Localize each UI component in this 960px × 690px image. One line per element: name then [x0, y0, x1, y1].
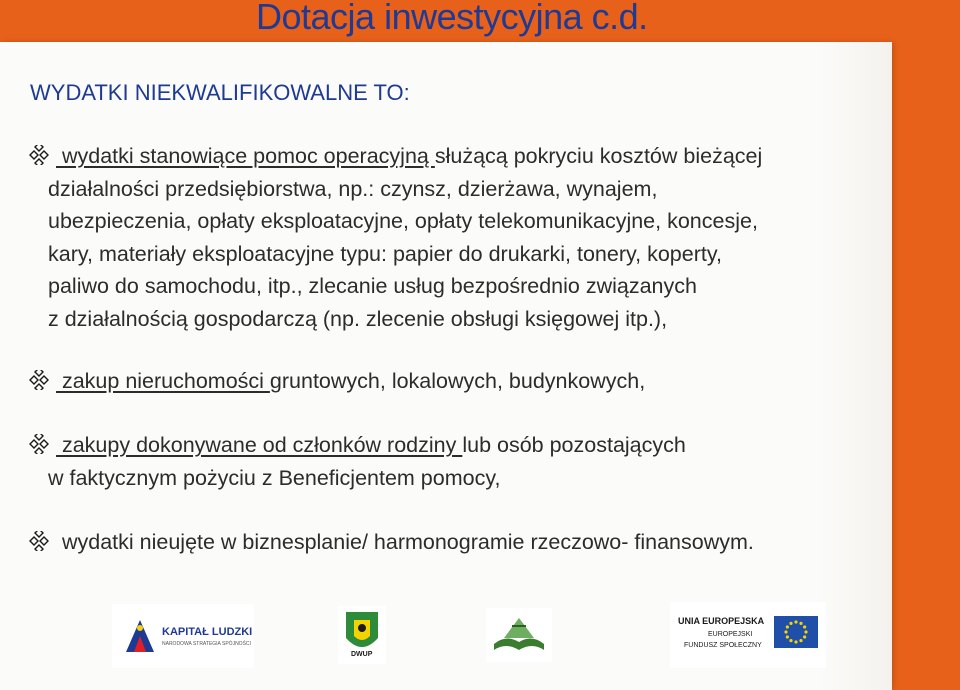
diamond-bullet-icon: [28, 434, 50, 454]
eu-fund-line1: EUROPEJSKI: [708, 631, 753, 638]
bullet-line: [28, 205, 868, 238]
eu-star-icon: [786, 635, 789, 638]
bullet-operating-costs: [28, 140, 868, 335]
kapital-ludzki-tagline: NARODOWA STRATEGIA SPÓJNOŚCI: [162, 641, 251, 647]
underlined-text: wydatki stanowiące pomoc operacyjną: [56, 144, 435, 168]
eu-star-icon: [804, 630, 807, 633]
bullet-line: [28, 238, 868, 271]
kapital-ludzki-emblem-icon: [122, 616, 158, 656]
slide-title: Dotacja inwestycyjna c.d.: [256, 0, 648, 37]
bullet-line: [28, 365, 868, 398]
underlined-text: zakupy dokonywane od członków rodziny: [56, 433, 463, 457]
eu-star-icon: [789, 622, 792, 625]
section-heading: WYDATKI NIEKWALIFIKOWALNE TO:: [30, 80, 410, 105]
eu-logo: [670, 602, 826, 668]
eu-star-icon: [803, 625, 806, 628]
open-book-icon: [486, 608, 552, 662]
footer-logos: [0, 596, 892, 690]
bullet-text: gruntowych, lokalowych, budynkowych,: [269, 369, 646, 393]
bullet-text: wydatki nieujęte w biznesplanie/ harmonogramie rzeczowo- finansowym.: [56, 530, 754, 554]
bullet-text: paliwo do samochodu, itp., zlecanie usług bezpośrednio związanych: [48, 274, 697, 298]
eu-fund-line2: FUNDUSZ SPOŁECZNY: [684, 642, 762, 649]
bullet-real-estate: [28, 365, 868, 398]
bullet-line: [28, 173, 868, 206]
diamond-bullet-icon: [28, 370, 50, 390]
eu-star-icon: [789, 639, 792, 642]
eu-star-icon: [799, 639, 802, 642]
eu-star-icon: [799, 622, 802, 625]
bullet-text: z działalnością gospodarczą (np. zlecenie obsługi księgowej itp.),: [48, 306, 668, 331]
kapital-ludzki-logo: [112, 604, 254, 668]
dwup-label: DWUP: [351, 651, 373, 658]
bullet-text: lub osób pozostających: [462, 433, 686, 457]
dwup-logo: [338, 606, 386, 664]
eu-star-icon: [786, 625, 789, 628]
bullet-text: kary, materiały eksploatacyjne typu: papier do drukarki, tonery, koperty,: [48, 241, 722, 266]
eu-star-icon: [803, 635, 806, 638]
bullet-line: [28, 526, 868, 559]
eu-name: UNIA EUROPEJSKA: [678, 616, 765, 626]
eu-star-icon: [794, 620, 797, 623]
open-book-logo: [486, 608, 552, 662]
eu-flag-icon: [774, 616, 818, 648]
bullet-line: [28, 462, 868, 495]
diamond-bullet-icon: [28, 145, 50, 165]
bullet-text: służącą pokryciu kosztów bieżącej: [434, 144, 763, 168]
bullet-line: [28, 140, 868, 173]
bullet-text: działalności przedsiębiorstwa, np.: czynsz, dzierżawa, wynajem,: [48, 176, 658, 201]
bullet-text: ubezpieczenia, opłaty eksploatacyjne, opłaty telekomunikacyjne, koncesje,: [48, 209, 758, 233]
underlined-text: zakup nieruchomości: [56, 369, 270, 393]
bullet-line: [28, 270, 868, 303]
bullet-line: [28, 429, 868, 462]
bullet-line: [28, 303, 868, 336]
diamond-bullet-icon: [28, 531, 50, 551]
eu-star-icon: [784, 630, 787, 633]
kapital-ludzki-name: KAPITAŁ LUDZKI: [162, 626, 253, 638]
bullet-family-purchases: [28, 429, 868, 494]
eu-star-icon: [794, 640, 797, 643]
bullet-outside-business-plan: [28, 526, 868, 559]
bullet-text: w faktycznym pożyciu z Beneficjentem pomocy,: [48, 465, 501, 490]
